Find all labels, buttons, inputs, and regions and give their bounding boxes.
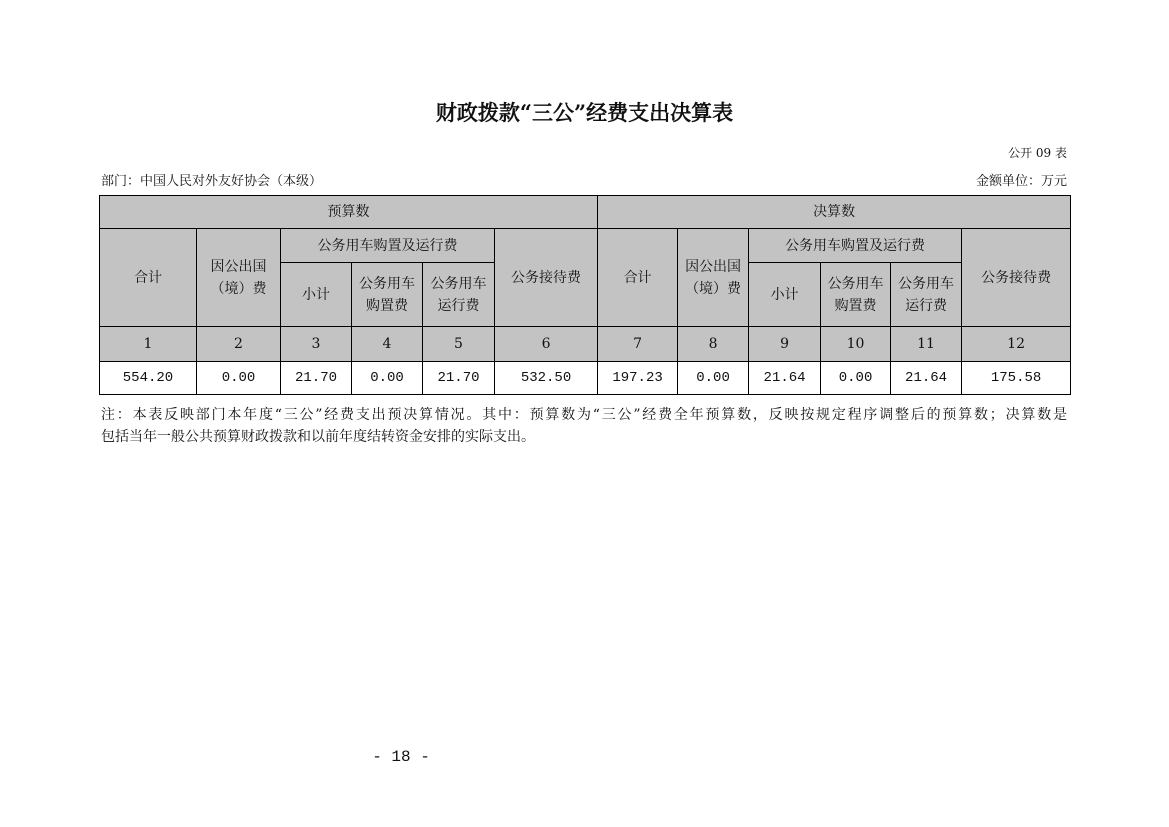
table-note (101, 404, 1067, 448)
budget-vehicle-operation-line1: 公务用车 (430, 275, 487, 292)
amount-unit-label: 金额单位：万元 (975, 174, 1067, 189)
budget-reception-header: 公务接待费 (495, 229, 598, 327)
final-vehicle-operation-line1: 公务用车 (898, 275, 955, 292)
column-number: 2 (197, 327, 281, 362)
budget-vehicle-purchase-line1: 公务用车 (359, 275, 415, 292)
table-cell-budget-vehicle-operation: 21.70 (423, 362, 495, 395)
column-number: 12 (962, 327, 1071, 362)
column-number-row (100, 327, 1071, 362)
department-label: 部门：中国人民对外友好协会（本级） (101, 174, 323, 189)
column-number: 11 (891, 327, 962, 362)
final-vehicle-operation-header (891, 263, 962, 327)
table-cell-final-vehicle-subtotal: 21.64 (749, 362, 821, 395)
page-title: 财政拨款“三公”经费支出决算表 (435, 100, 734, 125)
final-vehicle-purchase-line1: 公务用车 (827, 275, 884, 292)
final-abroad-header-line1: 因公出国 (685, 258, 742, 275)
column-number: 3 (281, 327, 352, 362)
table-note-line2: 包括当年一般公共预算财政拨款和以前年度结转资金安排的实际支出。 (101, 429, 535, 445)
budget-abroad-header-line2: （境）费 (210, 280, 267, 297)
column-number: 8 (678, 327, 749, 362)
form-number: 公开 09 表 (1008, 146, 1067, 160)
budget-vehicle-purchase-header (352, 263, 423, 327)
table-cell-budget-abroad: 0.00 (197, 362, 281, 395)
page-number: - 18 - (372, 748, 430, 766)
final-abroad-header-line2: （境）费 (685, 280, 742, 297)
table-header-row-groups (100, 196, 1071, 229)
final-total-header: 合计 (598, 229, 678, 327)
table-cell-final-vehicle-purchase: 0.00 (821, 362, 891, 395)
final-vehicle-purchase-line2: 购置费 (834, 297, 877, 314)
final-abroad-header (678, 229, 749, 327)
column-number: 7 (598, 327, 678, 362)
final-vehicle-operation-line2: 运行费 (905, 297, 948, 314)
final-reception-header: 公务接待费 (962, 229, 1071, 327)
column-number: 6 (495, 327, 598, 362)
table-row (100, 362, 1071, 395)
budget-total-header: 合计 (100, 229, 197, 327)
final-vehicle-group-header: 公务用车购置及运行费 (749, 229, 962, 263)
final-vehicle-subtotal-header: 小计 (749, 263, 821, 327)
budget-vehicle-group-header: 公务用车购置及运行费 (281, 229, 495, 263)
budget-vehicle-subtotal-header: 小计 (281, 263, 352, 327)
budget-abroad-header (197, 229, 281, 327)
table-header-row-categories (100, 229, 1071, 263)
table-cell-budget-vehicle-subtotal: 21.70 (281, 362, 352, 395)
table-cell-final-vehicle-operation: 21.64 (891, 362, 962, 395)
final-vehicle-purchase-header (821, 263, 891, 327)
column-number: 10 (821, 327, 891, 362)
table-cell-budget-reception: 532.50 (495, 362, 598, 395)
column-number: 9 (749, 327, 821, 362)
column-number: 1 (100, 327, 197, 362)
budget-vehicle-purchase-line2: 购置费 (366, 297, 408, 314)
budget-vehicle-operation-line2: 运行费 (437, 297, 480, 314)
budget-group-header: 预算数 (100, 196, 598, 229)
table-cell-final-total: 197.23 (598, 362, 678, 395)
column-number: 5 (423, 327, 495, 362)
column-number: 4 (352, 327, 423, 362)
table-cell-final-reception: 175.58 (962, 362, 1071, 395)
table-cell-budget-total: 554.20 (100, 362, 197, 395)
budget-vehicle-operation-header (423, 263, 495, 327)
final-group-header: 决算数 (598, 196, 1071, 229)
expense-table (99, 195, 1071, 395)
budget-abroad-header-line1: 因公出国 (210, 258, 267, 275)
table-cell-final-abroad: 0.00 (678, 362, 749, 395)
table-note-line1: 注：本表反映部门本年度“三公”经费支出预决算情况。其中：预算数为“三公”经费全年预算数，反映按规定程序调整后的预算数；决算数是 (101, 407, 1067, 423)
table-cell-budget-vehicle-purchase: 0.00 (352, 362, 423, 395)
